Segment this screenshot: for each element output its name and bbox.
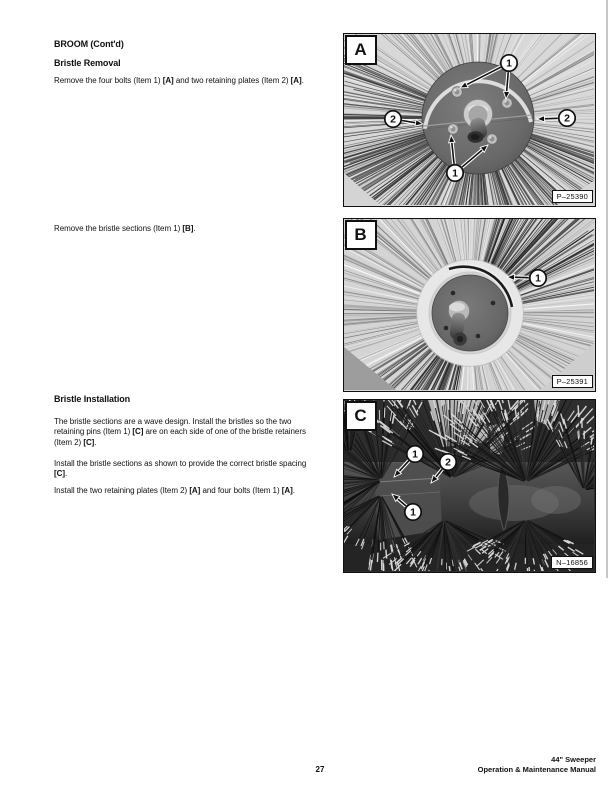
subsection-title-bristle-installation: Bristle Installation bbox=[54, 394, 131, 404]
svg-text:2: 2 bbox=[445, 456, 451, 469]
scan-artifact-line bbox=[606, 0, 608, 578]
section-title-broom: BROOM (Cont'd) bbox=[54, 39, 124, 49]
figure-a-photo bbox=[343, 33, 596, 207]
footer-line-manual: Operation & Maintenance Manual bbox=[477, 764, 596, 774]
photo-id-b: P–25391 bbox=[552, 375, 593, 389]
page-number: 27 bbox=[315, 765, 325, 774]
svg-text:1: 1 bbox=[506, 57, 512, 70]
document-title-footer bbox=[478, 755, 596, 774]
figure-b-photo bbox=[343, 218, 596, 392]
svg-text:1: 1 bbox=[535, 272, 541, 285]
svg-text:2: 2 bbox=[390, 113, 396, 126]
broom-core-photo-c bbox=[344, 400, 594, 571]
svg-text:1: 1 bbox=[452, 167, 458, 180]
svg-text:1: 1 bbox=[412, 448, 418, 461]
paragraph-install-spacing: Install the bristle sections as shown to provide the correct bristle spacing [C]. bbox=[54, 459, 307, 479]
subsection-title-bristle-removal: Bristle Removal bbox=[54, 58, 121, 68]
paragraph-remove-bolts: Remove the four bolts (Item 1) [A] and two retaining plates (Item 2) [A]. bbox=[54, 76, 304, 85]
paragraph-install-design: The bristle sections are a wave design. Install the bristles so the two retaining pins (Item 1) [C] are on each side of one of the bristle retainers (Item 2) [C]. bbox=[54, 417, 306, 447]
paragraph-install-plates: Install the two retaining plates (Item 2) [A] and four bolts (Item 1) [A]. bbox=[54, 486, 295, 495]
paragraph-remove-sections: Remove the bristle sections (Item 1) [B]. bbox=[54, 224, 196, 233]
figure-label-c: C bbox=[345, 401, 377, 431]
photo-id-a: P–25390 bbox=[552, 190, 593, 204]
footer-line-sweeper: 44" Sweeper bbox=[551, 755, 596, 764]
svg-text:2: 2 bbox=[564, 112, 570, 125]
svg-text:1: 1 bbox=[410, 506, 416, 519]
broom-hub-photo-b bbox=[344, 219, 594, 390]
broom-hub-photo-a bbox=[344, 34, 594, 205]
photo-id-c: N–16856 bbox=[551, 556, 593, 570]
figure-c-photo bbox=[343, 399, 596, 573]
figure-label-b: B bbox=[345, 220, 377, 250]
figure-label-a: A bbox=[345, 35, 377, 65]
